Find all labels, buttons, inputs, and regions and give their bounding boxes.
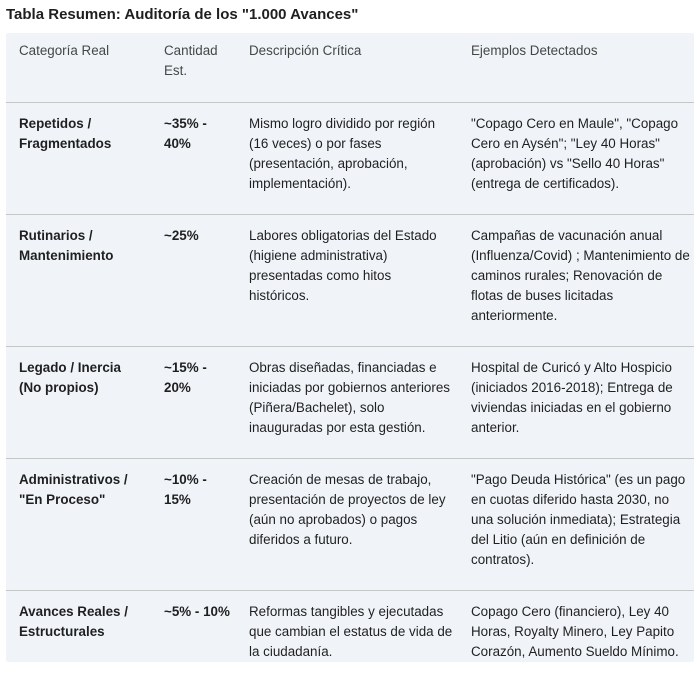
row-examples: "Copago Cero en Maule", "Copago Cero en Aysén"; "Ley 40 Horas" (aprobación) vs "Sello 40 Horas" (entrega de certificados).	[458, 103, 694, 215]
row-description: Mismo logro dividido por región (16 veces) o por fases (presentación, aprobación, implementación).	[236, 103, 458, 215]
row-amount: ~5% - 10%	[151, 591, 236, 682]
row-category: Avances Reales / Estructurales	[6, 591, 151, 682]
row-description: Labores obligatorias del Estado (higiene administrativa) presentadas como hitos históricos.	[236, 215, 458, 347]
row-examples: Copago Cero (financiero), Ley 40 Horas, Royalty Minero, Ley Papito Corazón, Aumento Sueldo Mínimo.	[458, 591, 694, 682]
row-description: Obras diseñadas, financiadas e iniciadas por gobiernos anteriores (Piñera/Bachelet), solo inauguradas por esta gestión.	[236, 347, 458, 459]
table-row	[6, 459, 694, 591]
table-row	[6, 103, 694, 215]
row-examples: Campañas de vacunación anual (Influenza/Covid) ; Mantenimiento de caminos rurales; Renovación de flotas de buses licitadas anteriormente.	[458, 215, 694, 347]
row-amount: ~25%	[151, 215, 236, 347]
row-category: Rutinarios / Mantenimiento	[6, 215, 151, 347]
summary-table-container	[6, 33, 694, 662]
row-amount: ~15% - 20%	[151, 347, 236, 459]
summary-table	[6, 33, 694, 682]
table-row	[6, 215, 694, 347]
row-amount: ~35% - 40%	[151, 103, 236, 215]
row-category: Repetidos / Fragmentados	[6, 103, 151, 215]
header-amount: Cantidad Est.	[151, 33, 236, 103]
row-examples: "Pago Deuda Histórica" (es un pago en cuotas diferido hasta 2030, no una solución inmediata); Estrategia del Litio (aún en definición de contratos).	[458, 459, 694, 591]
table-row	[6, 347, 694, 459]
row-description: Creación de mesas de trabajo, presentación de proyectos de ley (aún no aprobados) o pagos diferidos a futuro.	[236, 459, 458, 591]
table-header-row	[6, 33, 694, 103]
row-description: Reformas tangibles y ejecutadas que cambian el estatus de vida de la ciudadanía.	[236, 591, 458, 682]
page-title: Tabla Resumen: Auditoría de los "1.000 Avances"	[6, 6, 358, 23]
row-amount: ~10% - 15%	[151, 459, 236, 591]
table-row	[6, 591, 694, 682]
header-examples: Ejemplos Detectados	[458, 33, 694, 103]
row-examples: Hospital de Curicó y Alto Hospicio (iniciados 2016-2018); Entrega de viviendas iniciadas en el gobierno anterior.	[458, 347, 694, 459]
row-category: Legado / Inercia (No propios)	[6, 347, 151, 459]
header-description: Descripción Crítica	[236, 33, 458, 103]
header-category: Categoría Real	[6, 33, 151, 103]
row-category: Administrativos / "En Proceso"	[6, 459, 151, 591]
